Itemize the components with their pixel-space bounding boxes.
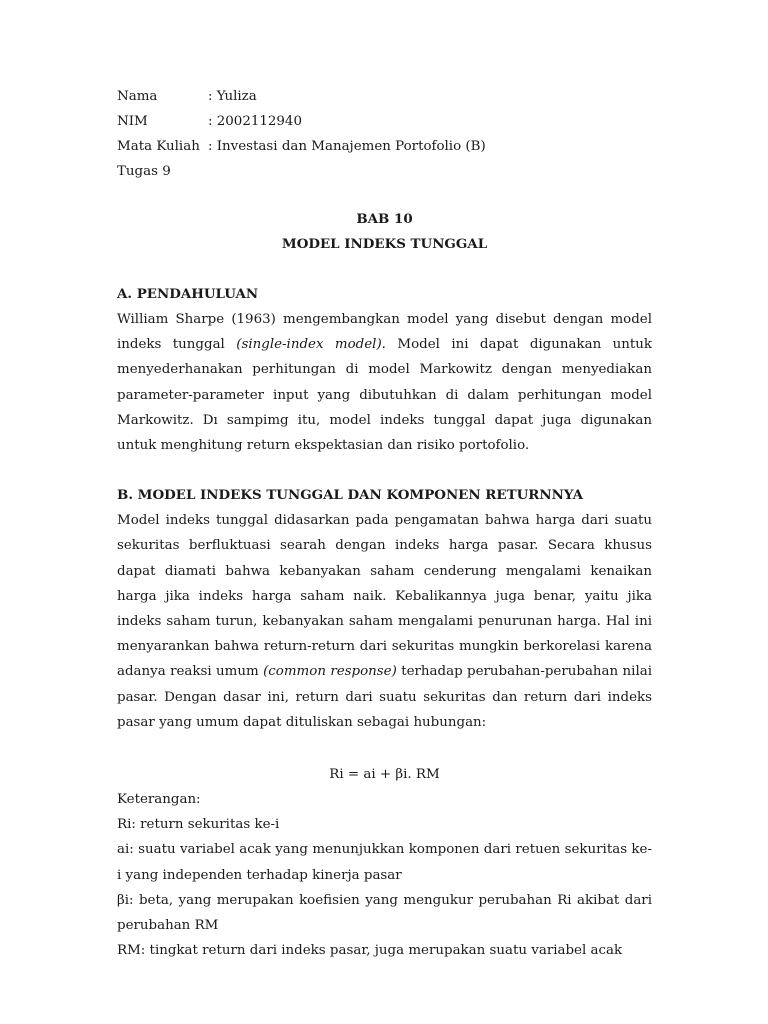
info-value: : Yuliza bbox=[208, 89, 257, 104]
chapter-title: BAB 10 bbox=[356, 211, 413, 227]
section-b-heading: B. MODEL INDEKS TUNGGAL DAN KOMPONEN RETURNNYA bbox=[117, 487, 583, 504]
text-run: Model ini dapat digunakan untuk menyederhanakan perhitungan di model Markowitz dengan menyediakan parameter-parameter input yang dibutuhkan di dalam perhitungan model Markowitz. Dı sampimg itu, model indeks tunggal dapat juga digunakan untuk menghitung return ekspektasian dan risiko portofolio. bbox=[117, 337, 652, 454]
title-block bbox=[117, 207, 652, 257]
definition-beta: βi: beta, yang merupakan koefisien yang mengukur perubahan Ri akibat dari perubahan RM bbox=[117, 892, 652, 934]
definition-ri: Ri: return sekuritas ke-i bbox=[117, 817, 280, 833]
keterangan-label: Keterangan: bbox=[117, 792, 201, 808]
info-label: NIM bbox=[117, 114, 148, 129]
info-row-course bbox=[117, 134, 652, 159]
formula: Ri = ai + βi. RM bbox=[329, 767, 440, 783]
definition-ai: ai: suatu variabel acak yang menunjukkan komponen dari retuen sekuritas ke-i yang independen terhadap kinerja pasar bbox=[117, 842, 652, 883]
italic-term: (common response) bbox=[263, 664, 397, 680]
info-value: : Investasi dan Manajemen Portofolio (B) bbox=[208, 139, 486, 154]
section-a-paragraph bbox=[117, 307, 652, 458]
document-page bbox=[117, 84, 652, 963]
section-a-heading: A. PENDAHULUAN bbox=[117, 286, 259, 302]
info-value: : 2002112940 bbox=[208, 114, 302, 129]
text-run: William Sharpe (1963) mengembangkan model yang disebut dengan model indeks tunggal bbox=[117, 312, 652, 353]
info-row-nim bbox=[117, 109, 652, 134]
chapter-name: MODEL INDEKS TUNGGAL bbox=[281, 236, 488, 252]
definition-rm: RM: tingkat return dari indeks pasar, juga merupakan suatu variabel acak bbox=[117, 943, 623, 959]
italic-term: (single-index model). bbox=[236, 337, 386, 353]
text-run: Model indeks tunggal didasarkan pada pengamatan bahwa harga dari suatu sekuritas berfluktuasi searah dengan indeks harga pasar. Secara khusus dapat diamati bahwa kebanyakan saham cenderung mengalami kenaikan harga jika indeks harga saham naik. Kebalikannya juga benar, yaitu jika indeks saham turun, kebanyakan saham mengalami penurunan harga. Hal ini menyarankan bahwa return-return dari sekuritas mungkin berkorelasi karena adanya reaksi umum bbox=[117, 513, 652, 680]
info-label: Nama bbox=[117, 89, 158, 104]
info-row-name bbox=[117, 84, 652, 109]
task-label: Tugas 9 bbox=[117, 164, 171, 179]
student-info bbox=[117, 84, 652, 184]
info-label: Mata Kuliah bbox=[117, 139, 200, 154]
text-run: terhadap perubahan-perubahan nilai pasar. Dengan dasar ini, return dari suatu sekuritas dan return dari indeks pasar yang umum dapat dituliskan sebagai hubungan: bbox=[117, 664, 652, 730]
section-b-paragraph bbox=[117, 508, 652, 735]
